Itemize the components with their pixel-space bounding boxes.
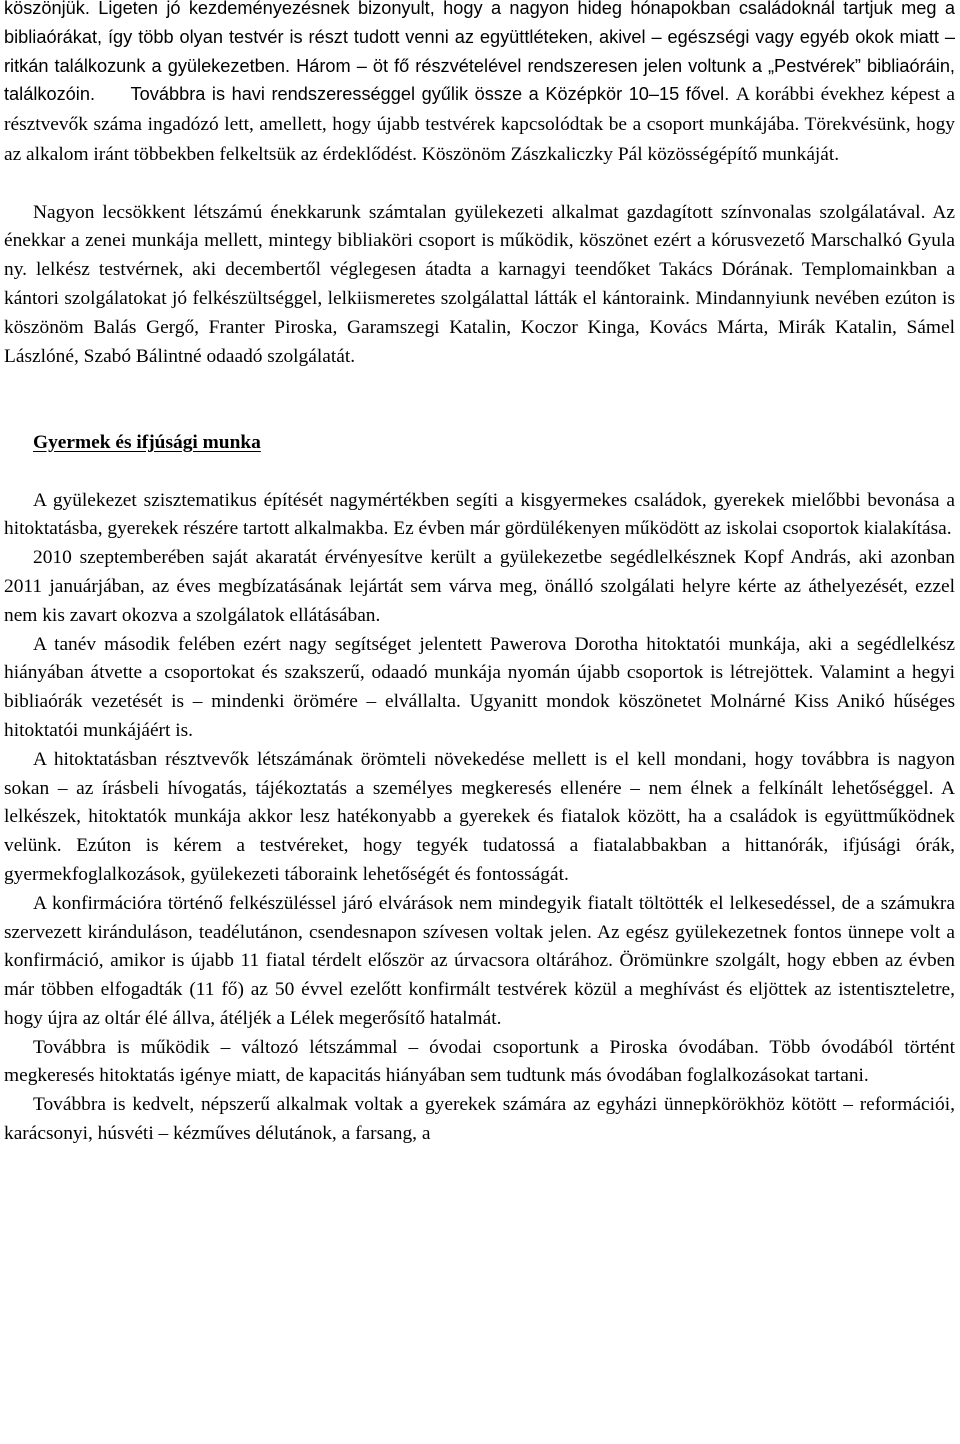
paragraph-bible-study-groups: [4, 0, 955, 170]
spacer: [4, 400, 955, 429]
paragraph-assistant-pastor: 2010 szeptemberében saját akaratát érvényesítve került a gyülekezetbe segédlelkésznek Kopf András, aki azonban 2011 januárjában, az éves megbízatásának lejártát sem várva meg, önálló szolgálati helyre kérte az áthelyezését, ezzel nem kis zavart okozva a szolgálatok ellátásában.: [4, 547, 955, 626]
spacer: [4, 371, 955, 400]
paragraph-confirmation: A konfirmációra történő felkészüléssel járó elvárások nem mindegyik fiatalt töltötték el lelkesedéssel, de a számukra szervezett kiránduláson, teadélutánon, csendesnapon szívesen voltak jelen. Az egész gyülekezetnek fontos ünnepe volt a konfirmáció, amikor is újabb 11 fiatal térdelt először az úrvacsora oltárához. Örömünkre szolgált, hogy ebben az évben már többen elfogadták (11 fő) az 50 évvel ezelőtt konfirmált testvérek közül a meghívást és eljöttek az istentiszteletre, hogy újra az oltár élé állva, átéljék a Lélek megerősítő hatalmát.: [4, 892, 955, 1029]
paragraph-choir: Nagyon lecsökkent létszámú énekkarunk számtalan gyülekezeti alkalmat gazdagított színvonalas szolgálatával. Az énekkar a zenei munkája mellett, mintegy bibliaköri csoport is működik, köszönet ezért a kórusvezető Marschalkó Gyula ny. lelkész testvérnek, aki decembertől véglegesen átadta a karnagyi teendőket Takács Dórának. Templomainkban a kántori szolgálatokat jó felkészültséggel, lelkiismeretes szolgálattal látták el kántoraink. Mindannyiunk nevében ezúton is köszönöm Balás Gergő, Franter Piroska, Garamszegi Katalin, Koczor Kinga, Kovács Márta, Mirák Katalin, Sámel Lászlóné, Szabó Bálintné odaadó szolgálatát.: [4, 201, 955, 367]
paragraph-bible-study-groups-part-a: köszönjük. Ligeten jó kezdeményezésnek bizonyult, hogy a nagyon hideg hónapokban családoknál tartjuk meg a bibliaórákat, így több olyan testvér is részt tudott venni az együttléteken, akivel – egészségi vagy egyéb okok miatt – ritkán találkozunk a gyülekezetben. Három – öt fő részvételével rendszeresen jelen voltunk a „Pestvérek” bibliaóráin, találkozóin.: [4, 0, 955, 105]
spacer: [4, 170, 955, 199]
paragraph-holiday-events: Továbbra is kedvelt, népszerű alkalmak voltak a gyerekek számára az egyházi ünnepkörökhöz kötött – reformációi, karácsonyi, húsvéti – kézműves délutánok, a farsang, a: [4, 1094, 955, 1145]
paragraph-participation: A hitoktatásban résztvevők létszámának örömteli növekedése mellett is el kell mondani, hogy továbbra is nagyon sokan – az írásbeli hívogatás, tájékoztatás a személyes megkeresés ellenére – nem élnek a felkínált lehetőséggel. A lelkészek, hitoktatók munkája akkor lesz hatékonyabb a gyerekek és fiatalok között, ha a családok is együttműködnek velünk. Ezúton is kérem a testvéreket, hogy tegyék tudatossá a fiatalabbakban a hittanórák, ifjúsági órák, gyermekfoglalkozások, gyülekezeti táboraink lehetőségét és fontosságát.: [4, 748, 955, 885]
paragraph-bible-study-groups-part-b: Továbbra is havi rendszerességgel gyűlik össze a Középkör 10–15 fővel.: [130, 84, 730, 105]
section-heading: Gyermek és ifjúsági munka: [33, 431, 261, 453]
paragraph-youth-intro: A gyülekezet szisztematikus építését nagymértékben segíti a kisgyermekes családok, gyerekek mielőbbi bevonása a hitoktatásba, gyerekek részére tartott alkalmakba. Ez évben már gördülékenyen működött az iskolai csoportok kialakítása.: [4, 489, 955, 540]
paragraph-kindergarten: Továbbra is működik – változó létszámmal – óvodai csoportunk a Piroska óvodában. Több óvodából történt megkeresés hitoktatás igénye miatt, de kapacitás hiányában sem tudtunk más óvodában foglalkozásokat tartani.: [4, 1036, 955, 1087]
document-page: [4, 0, 955, 1149]
paragraph-bible-study-groups-part-c: A korábbi évekhez képest a résztvevők száma ingadózó lett, amellett, hogy újabb testvérek kapcsolódtak be a csoport munkájába. Törekvésünk, hogy az alkalom iránt többekben felkeltsük az érdeklődést. Köszönöm Zászkaliczky Pál közösségépítő munkáját.: [4, 84, 955, 165]
spacer: [4, 458, 955, 487]
paragraph-catechist: A tanév második felében ezért nagy segítséget jelentett Pawerova Dorotha hitoktatói munkája, aki a segédlelkész hiányában átvette a csoportokat és szakszerű, odaadó munkája nyomán újabb csoportok is létrejöttek. Valamint a hegyi bibliaórák vezetését is – mindenki örömére – elvállalta. Ugyanitt mondok köszönetet Molnárné Kiss Anikó hűséges hitoktatói munkájáért is.: [4, 633, 955, 741]
